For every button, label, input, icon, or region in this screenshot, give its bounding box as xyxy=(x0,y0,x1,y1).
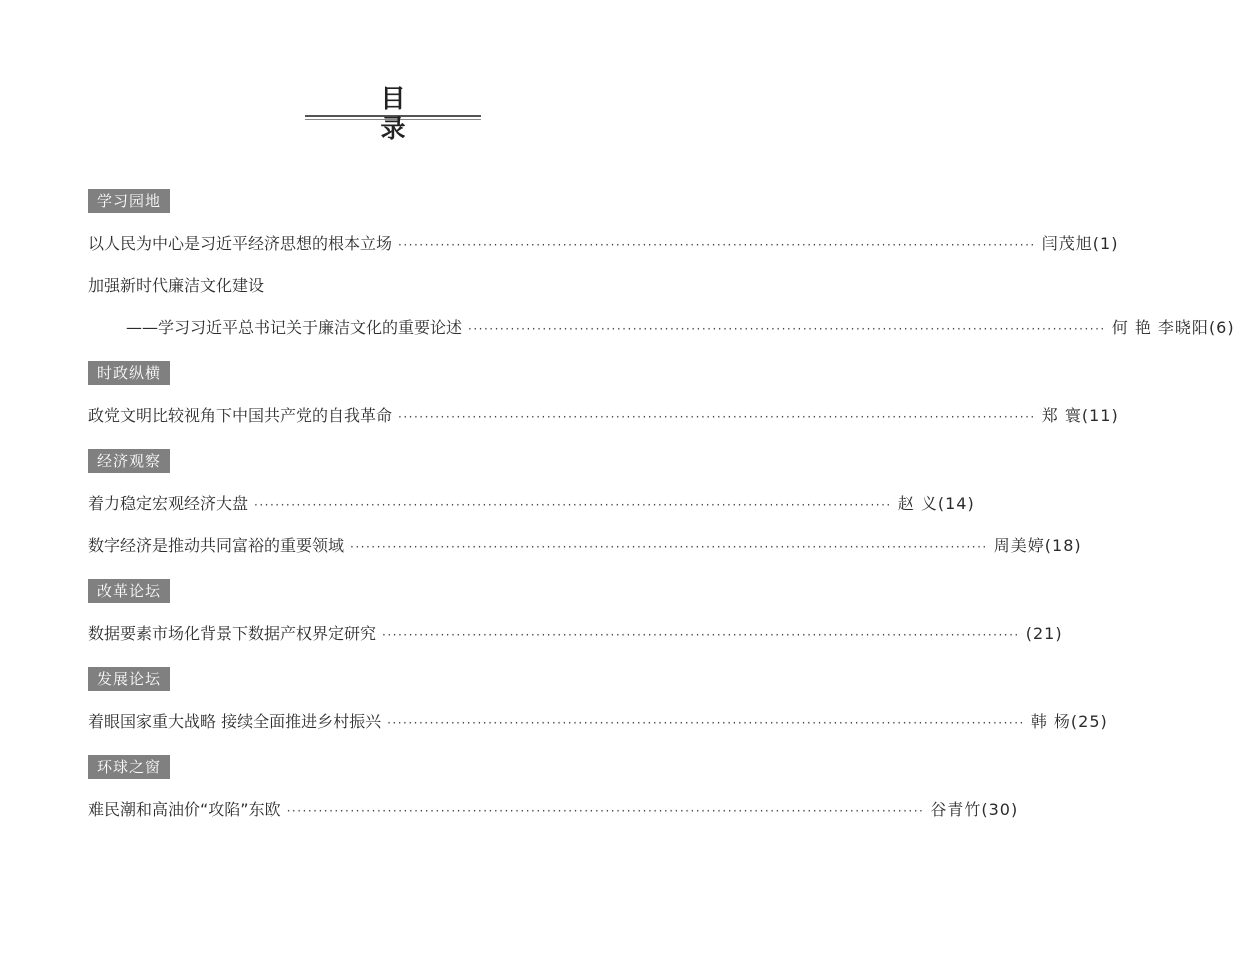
entry-title: 着力稳定宏观经济大盘 xyxy=(88,494,249,513)
entry-author: 何 艳 李晓阳 xyxy=(1111,318,1209,337)
entry-page: (30) xyxy=(981,800,1019,819)
entry-author-page xyxy=(898,493,975,515)
entry-page: (21) xyxy=(1025,624,1063,643)
toc-section xyxy=(88,189,1235,361)
spacer xyxy=(88,385,713,405)
dot-leader: ························································································································ xyxy=(387,716,1025,730)
spacer xyxy=(88,645,713,667)
entry-page: (6) xyxy=(1208,318,1235,337)
entry-author-page xyxy=(1026,623,1063,645)
entry-page: (1) xyxy=(1092,234,1119,253)
toc-entry[interactable] xyxy=(88,317,1235,339)
toc-entry[interactable] xyxy=(88,493,975,515)
entry-title: 以人民为中心是习近平经济思想的根本立场 xyxy=(88,234,393,253)
spacer xyxy=(88,473,713,493)
toc-entry[interactable] xyxy=(88,405,1119,427)
entry-author: 郑 寰 xyxy=(1041,406,1082,425)
toc-section xyxy=(88,361,1119,449)
toc-entry[interactable] xyxy=(88,799,1019,821)
dot-leader: ························································································································ xyxy=(350,540,988,554)
toc-entry[interactable] xyxy=(88,623,1063,645)
section-tag: 时政纵横 xyxy=(88,361,170,385)
entry-title: 加强新时代廉洁文化建设 xyxy=(88,276,265,295)
toc-entry[interactable] xyxy=(88,233,1119,255)
section-tag: 学习园地 xyxy=(88,189,170,213)
entry-title: 难民潮和高油价“攻陷”东欧 xyxy=(88,800,281,819)
spacer xyxy=(88,297,713,317)
entry-author-page xyxy=(994,535,1082,557)
dot-leader: ························································································································ xyxy=(382,628,1020,642)
toc-title-block xyxy=(305,84,481,143)
section-tag: 发展论坛 xyxy=(88,667,170,691)
spacer xyxy=(88,515,713,535)
toc-entry[interactable] xyxy=(88,535,1082,557)
entry-author: 赵 义 xyxy=(897,494,938,513)
entry-title: 着眼国家重大战略 接续全面推进乡村振兴 xyxy=(88,712,382,731)
entry-author: 周美婷 xyxy=(993,536,1045,555)
toc-entry[interactable] xyxy=(88,275,713,297)
spacer xyxy=(88,255,713,275)
table-of-contents xyxy=(88,189,1235,821)
toc-section xyxy=(88,667,1108,755)
entry-author: 闫茂旭 xyxy=(1041,234,1093,253)
toc-entry[interactable] xyxy=(88,711,1108,733)
entry-author-page xyxy=(1112,317,1235,339)
toc-section xyxy=(88,449,1082,579)
entry-page: (14) xyxy=(937,494,975,513)
spacer xyxy=(88,339,713,361)
entry-title: 政党文明比较视角下中国共产党的自我革命 xyxy=(88,406,393,425)
dot-leader: ························································································································ xyxy=(254,498,892,512)
spacer xyxy=(88,733,713,755)
spacer xyxy=(88,603,713,623)
entry-author-page xyxy=(1042,405,1119,427)
spacer xyxy=(88,691,713,711)
dot-leader: ························································································································ xyxy=(398,238,1036,252)
section-tag: 改革论坛 xyxy=(88,579,170,603)
dot-leader: ························································································································ xyxy=(468,322,1106,336)
dot-leader: ························································································································ xyxy=(398,410,1036,424)
entry-title: ——学习习近平总书记关于廉洁文化的重要论述 xyxy=(126,318,463,337)
toc-section xyxy=(88,579,1063,667)
entry-page: (18) xyxy=(1044,536,1082,555)
entry-author-page xyxy=(1042,233,1119,255)
entry-author-page xyxy=(1031,711,1108,733)
spacer xyxy=(88,427,713,449)
spacer xyxy=(88,213,713,233)
entry-author-page xyxy=(930,799,1018,821)
section-tag: 经济观察 xyxy=(88,449,170,473)
spacer xyxy=(88,779,713,799)
toc-section xyxy=(88,755,1019,821)
entry-page: (11) xyxy=(1081,406,1119,425)
entry-author: 谷青竹 xyxy=(930,800,982,819)
entry-title: 数据要素市场化背景下数据产权界定研究 xyxy=(88,624,377,643)
entry-title: 数字经济是推动共同富裕的重要领域 xyxy=(88,536,345,555)
entry-author: 韩 杨 xyxy=(1030,712,1071,731)
entry-page: (25) xyxy=(1070,712,1108,731)
page-title: 目 录 xyxy=(380,84,448,143)
dot-leader: ························································································································ xyxy=(286,804,925,818)
section-tag: 环球之窗 xyxy=(88,755,170,779)
spacer xyxy=(88,557,713,579)
